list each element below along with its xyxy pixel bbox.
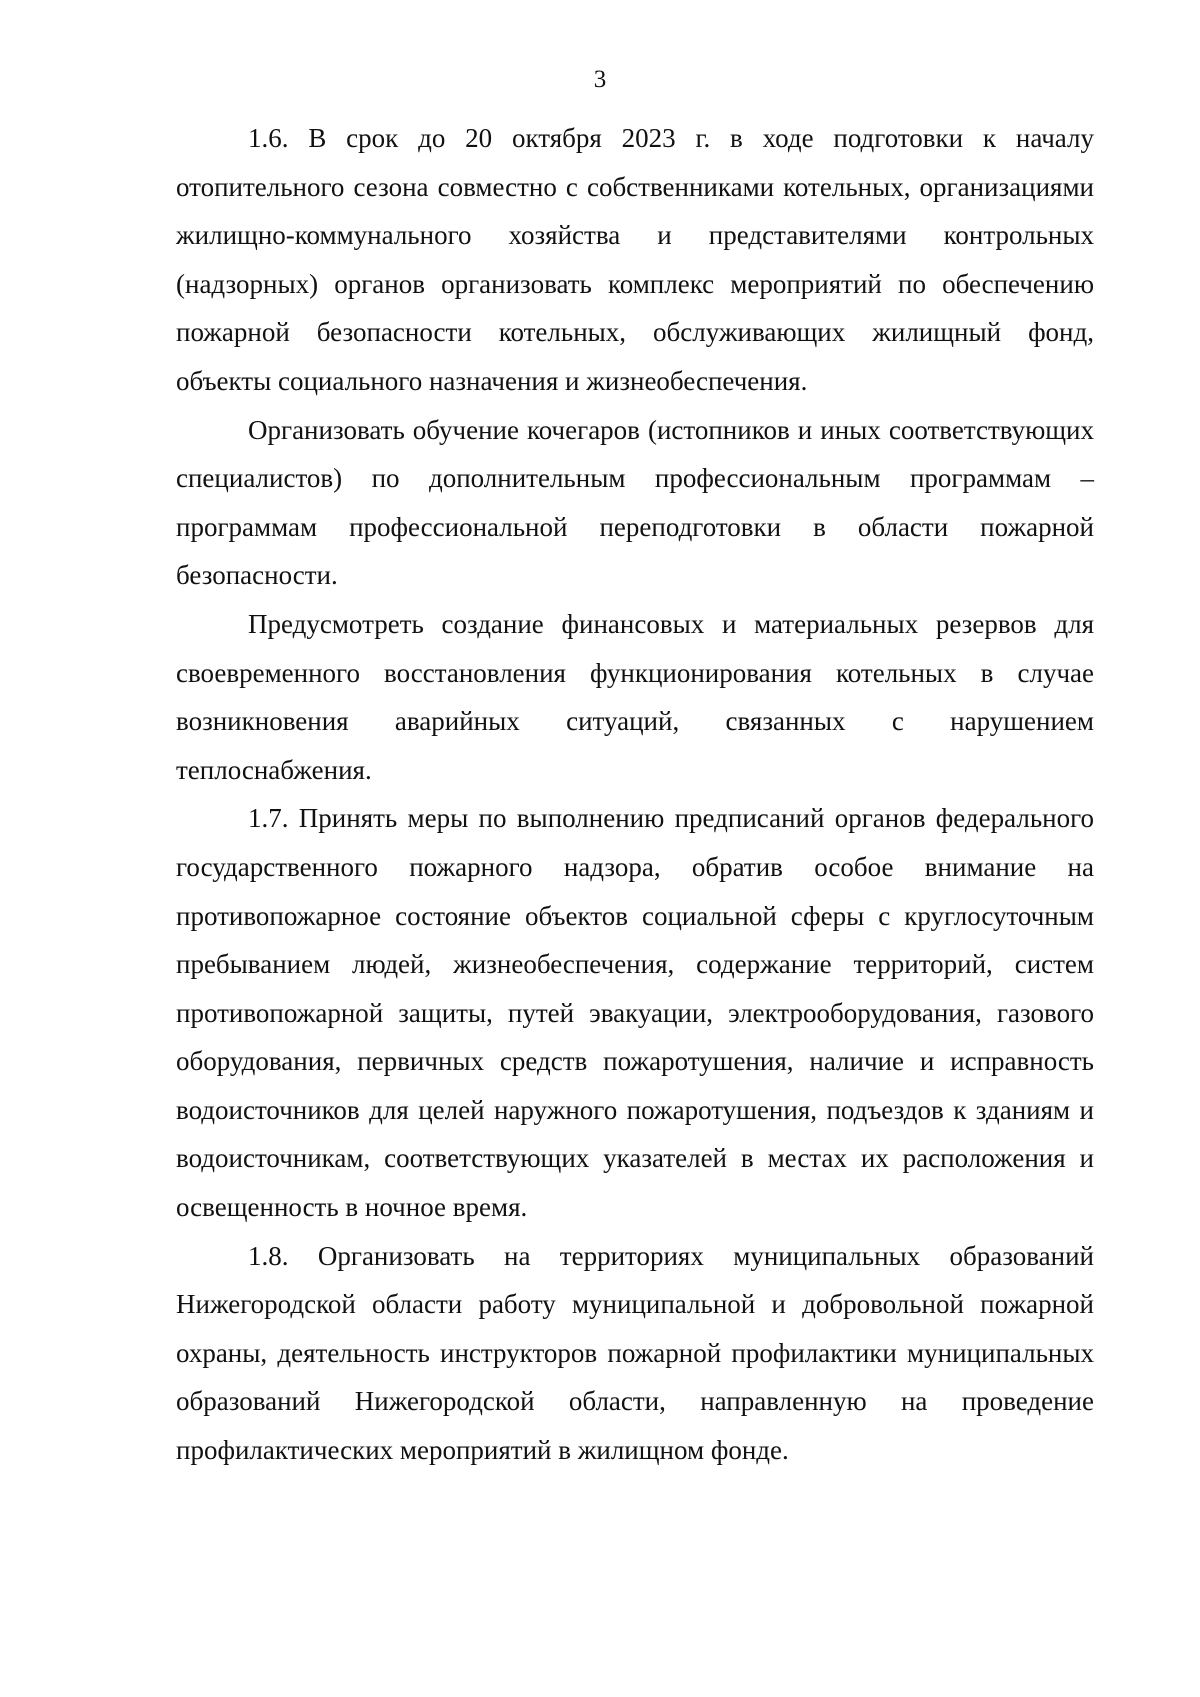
paragraph-1-7: 1.7. Принять меры по выполнению предписаний органов федерального государственного пожарного надзора, обратив особое внимание на противопожарное состояние объектов социальной сферы с круглосуточным пребыванием людей, жизнеобеспечения, содержание территорий, систем противопожарной защиты, путей эвакуации, электрооборудования, газового оборудования, первичных средств пожаротушения, наличие и исправность водоисточников для целей наружного пожаротушения, подъездов к зданиям и водоисточникам, соответствующих указателей в местах их расположения и освещенность в ночное время. (176, 803, 1094, 1223)
paragraph-training: Организовать обучение кочегаров (истопников и иных соответствующих специалистов) по дополнительным профессиональным программам – программам профессиональной переподготовки в области пожарной безопасности. (176, 414, 1094, 591)
paragraph-reserves: Предусмотреть создание финансовых и материальных резервов для своевременного восстановления функционирования котельных в случае возникновения аварийных ситуаций, связанных с нарушением теплоснабжения. (176, 608, 1094, 785)
document-body (176, 114, 1094, 1475)
page-number: 3 (593, 66, 607, 93)
paragraph-1-8: 1.8. Организовать на территориях муниципальных образований Нижегородской области работу муниципальной и добровольной пожарной охраны, деятельность инструкторов пожарной профилактики муниципальных образований Нижегородской области, направленную на проведение профилактических мероприятий в жилищном фонде. (176, 1240, 1094, 1466)
paragraph-1-6: 1.6. В срок до 20 октября 2023 г. в ходе подготовки к началу отопительного сезона совместно с собственниками котельных, организациями жилищно-коммунального хозяйства и представителями контрольных (надзорных) органов организовать комплекс мероприятий по обеспечению пожарной безопасности котельных, обслуживающих жилищный фонд, объекты социального назначения и жизнеобеспечения. (176, 123, 1094, 396)
